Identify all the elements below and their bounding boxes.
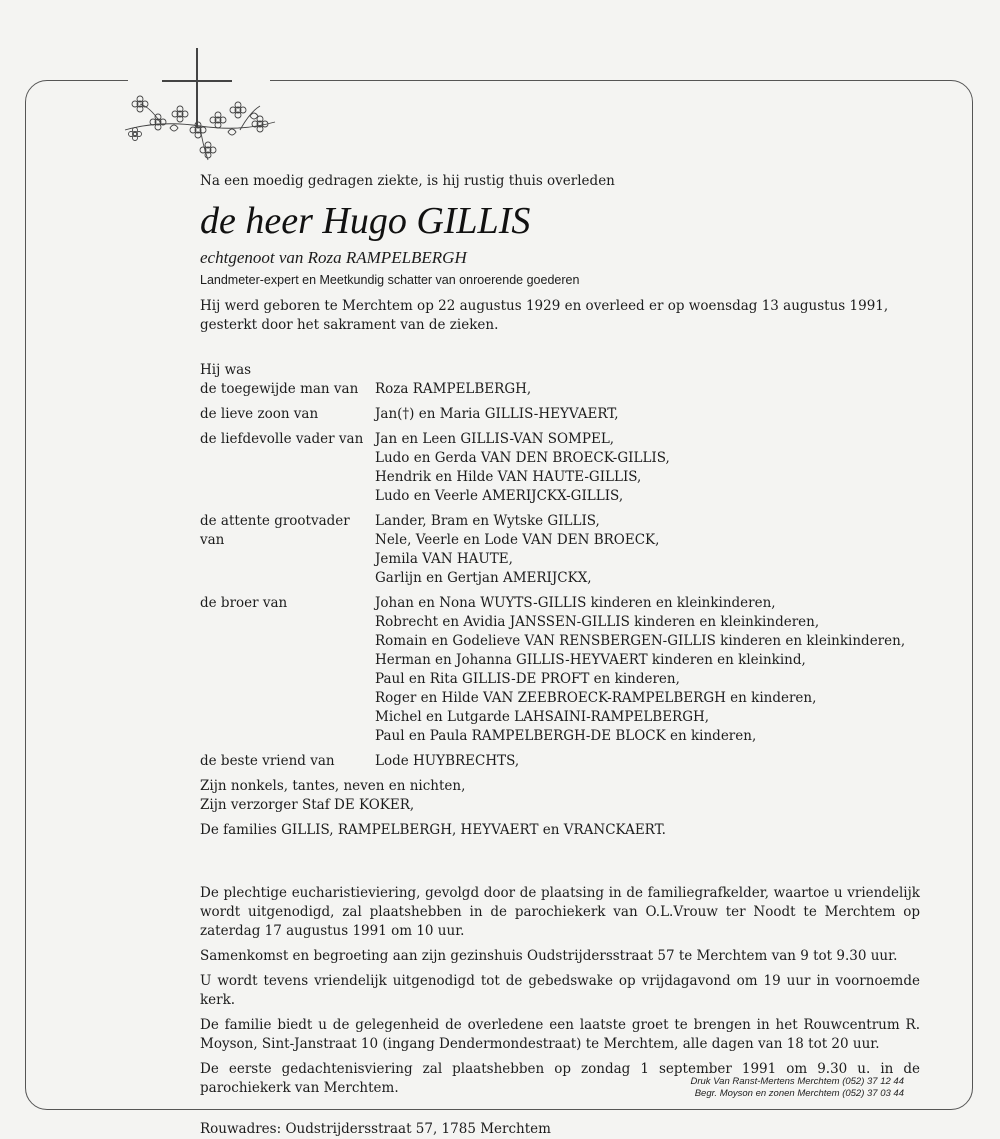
relation-name: Hendrik en Hilde VAN HAUTE-GILLIS,: [375, 469, 642, 485]
service-paragraph: U wordt tevens vriendelijk uitgenodigd tot de gebedswake op vrijdagavond om 19 uur in voornoemde kerk.: [200, 973, 920, 1008]
relation-name: Lander, Bram en Wytske GILLIS,: [375, 513, 600, 529]
relation-name: Ludo en Gerda VAN DEN BROECK-GILLIS,: [375, 450, 670, 466]
relation-name: Nele, Veerle en Lode VAN DEN BROECK,: [375, 532, 660, 548]
intro-line: Na een moedig gedragen ziekte, is hij rustig thuis overleden: [200, 173, 615, 189]
relation-names: [375, 405, 920, 424]
relation-label: de liefdevolle vader van: [200, 431, 364, 447]
families-line: De families GILLIS, RAMPELBERGH, HEYVAERT en VRANCKAERT.: [200, 822, 666, 838]
relation-label: de beste vriend van: [200, 753, 335, 769]
relation-row: [200, 405, 920, 424]
service-paragraph: De familie biedt u de gelegenheid de overledene een laatste groet te brengen in het Rouwcentrum R. Moyson, Sint-Janstraat 10 (ingang Dendermondestraat) te Merchtem, alle dagen van 18 tot 20 uur.: [200, 1017, 920, 1052]
service-paragraph: Samenkomst en begroeting aan zijn gezinshuis Oudstrijdersstraat 57 te Merchtem van 9 tot 9.30 uur.: [200, 948, 898, 964]
undertaker-line: Begr. Moyson en zonen Merchtem (052) 37 03 44: [694, 1088, 904, 1099]
relation-name: Johan en Nona WUYTS-GILLIS kinderen en kleinkinderen,: [375, 595, 776, 611]
hij-was-label: Hij was: [200, 362, 252, 378]
cross-horizontal-icon: [162, 80, 232, 82]
relation-names: [375, 752, 920, 771]
service-paragraph: De plechtige eucharistieviering, gevolgd door de plaatsing in de familiegrafkelder, waartoe u vriendelijk wordt uitgenodigd, zal plaatshebben in de parochiekerk van O.L.Vrouw ter Noodt te Merchtem op zaterdag 17 augustus 1991 om 10 uur.: [200, 885, 920, 939]
relation-name: Garlijn en Gertjan AMERIJCKX,: [375, 570, 592, 586]
mourning-address: Rouwadres: Oudstrijdersstraat 57, 1785 Merchtem: [200, 1121, 551, 1137]
relation-label: de lieve zoon van: [200, 406, 319, 422]
deceased-name: de heer Hugo GILLIS: [200, 200, 531, 242]
relatives-line: Zijn nonkels, tantes, neven en nichten,: [200, 778, 466, 794]
relation-name: Romain en Godelieve VAN RENSBERGEN-GILLIS kinderen en kleinkinderen,: [375, 633, 906, 649]
life-line: Hij werd geboren te Merchtem op 22 augustus 1929 en overleed er op woensdag 13 augustus 1991,: [200, 298, 889, 314]
relation-name: Michel en Lutgarde LAHSAINI-RAMPELBERGH,: [375, 709, 710, 725]
caregiver-line: Zijn verzorger Staf DE KOKER,: [200, 797, 415, 813]
relation-name: Roza RAMPELBERGH,: [375, 381, 532, 397]
relation-names: [375, 512, 920, 588]
relation-name: Herman en Johanna GILLIS-HEYVAERT kinderen en kleinkind,: [375, 652, 806, 668]
relation-name: Roger en Hilde VAN ZEEBROECK-RAMPELBERGH en kinderen,: [375, 690, 817, 706]
relation-row: [200, 512, 920, 588]
relation-label: de broer van: [200, 595, 288, 611]
relation-name: Lode HUYBRECHTS,: [375, 753, 520, 769]
relation-row: [200, 380, 920, 399]
life-line: gesterkt door het sakrament van de zieken.: [200, 317, 499, 333]
relation-name: Jemila VAN HAUTE,: [375, 551, 513, 567]
relation-names: [375, 430, 920, 506]
relation-names: [375, 380, 920, 399]
relation-name: Ludo en Veerle AMERIJCKX-GILLIS,: [375, 488, 624, 504]
relation-name: Jan(†) en Maria GILLIS-HEYVAERT,: [375, 406, 619, 422]
relation-names: [375, 594, 920, 746]
relation-label: de attente grootvader van: [200, 513, 350, 548]
service-details: [200, 884, 920, 1098]
relation-name: Robrecht en Avidia JANSSEN-GILLIS kinderen en kleinkinderen,: [375, 614, 820, 630]
relation-name: Jan en Leen GILLIS-VAN SOMPEL,: [375, 431, 615, 447]
other-relatives: [200, 777, 920, 815]
spouse-line: echtgenoot van Roza RAMPELBERGH: [200, 248, 467, 267]
relation-label: de toegewijde man van: [200, 381, 359, 397]
printer-credits: [691, 1076, 905, 1100]
announcement-body: [200, 172, 920, 1139]
profession-line: Landmeter-expert en Meetkundig schatter van onroerende goederen: [200, 273, 580, 287]
relations-list: [200, 380, 920, 771]
service-paragraph: De eerste gedachtenisviering zal plaatshebben op zondag 1 september 1991 om 9.30 u. in de parochiekerk van Merchtem.: [200, 1061, 920, 1096]
relation-row: [200, 752, 920, 771]
relation-row: [200, 430, 920, 506]
relation-name: Paul en Paula RAMPELBERGH-DE BLOCK en kinderen,: [375, 728, 757, 744]
printer-line: Druk Van Ranst-Mertens Merchtem (052) 37 12 44: [690, 1076, 904, 1087]
relation-name: Paul en Rita GILLIS-DE PROFT en kinderen,: [375, 671, 680, 687]
relation-row: [200, 594, 920, 746]
flowers-icon: [120, 92, 280, 167]
life-details: [200, 297, 920, 335]
